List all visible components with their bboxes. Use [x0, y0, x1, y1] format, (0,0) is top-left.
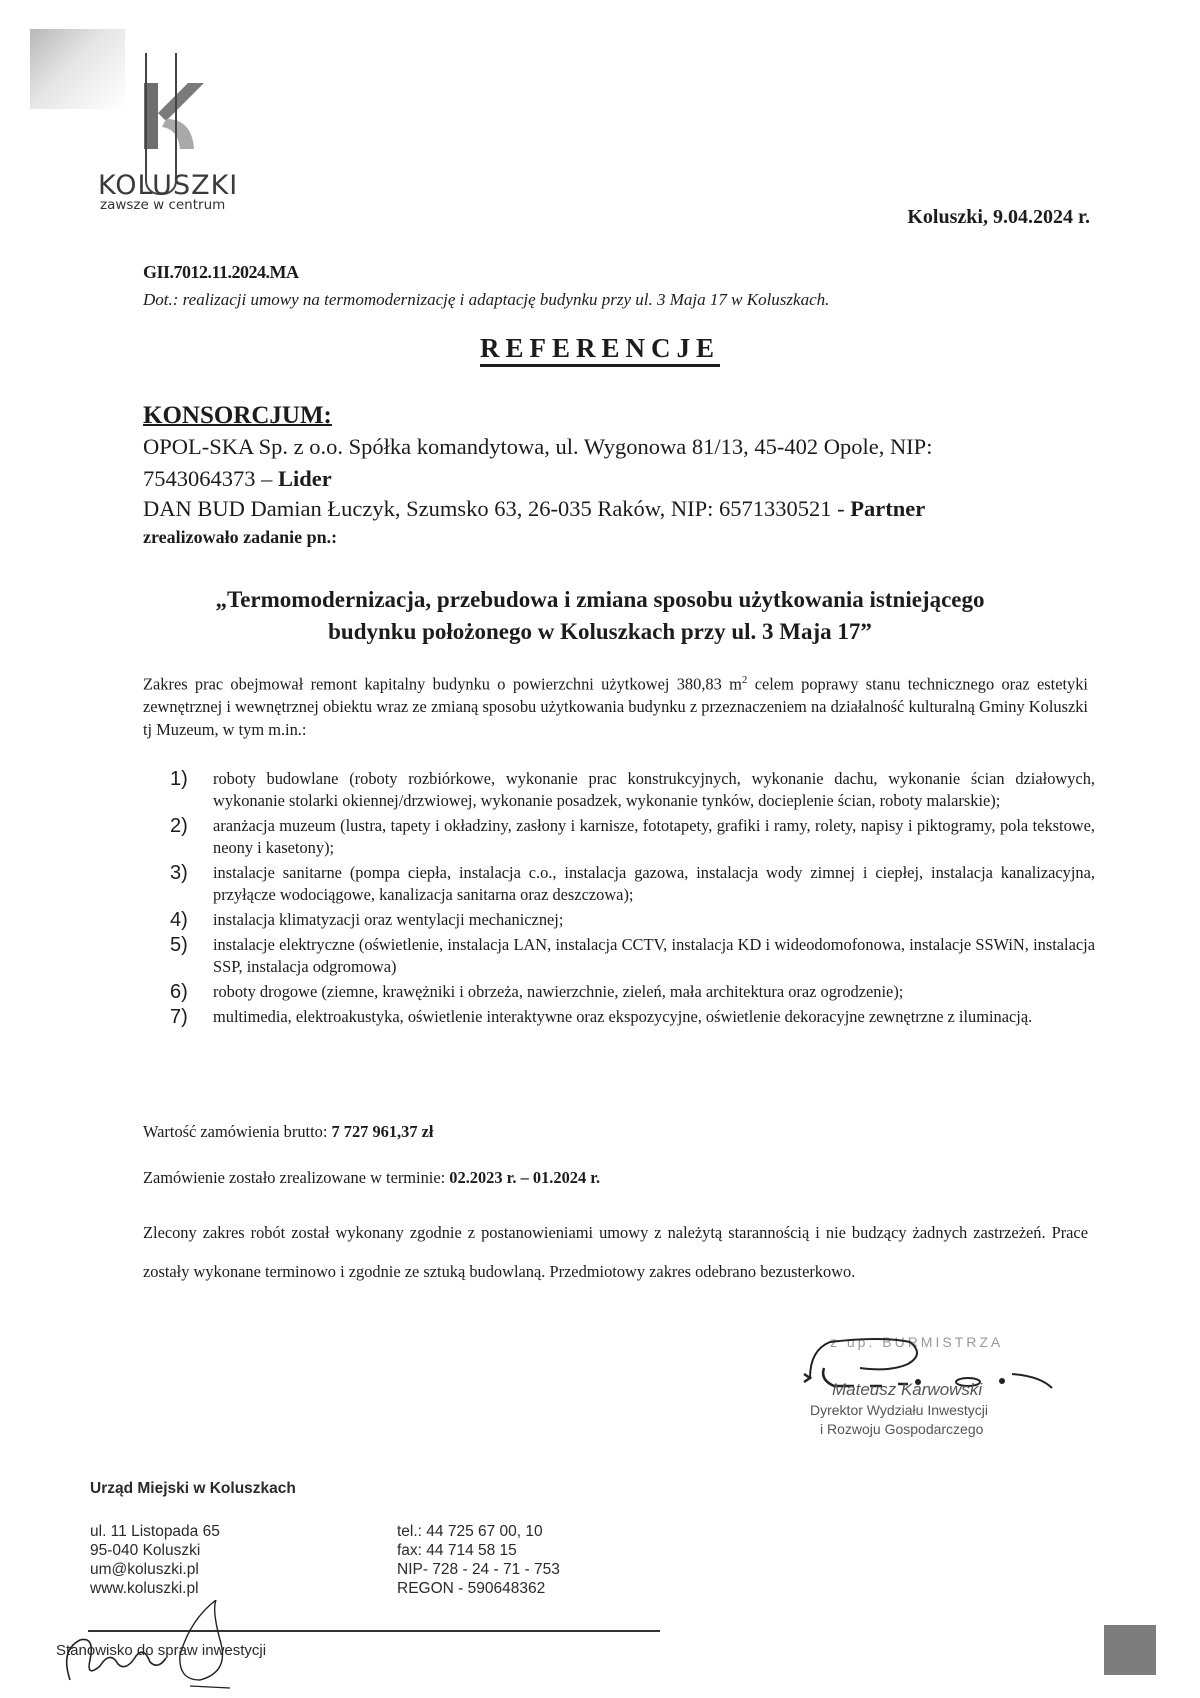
footer-regon: REGON - 590648362	[397, 1580, 546, 1597]
signatory-role-line2: i Rozwoju Gospodarczego	[820, 1421, 984, 1437]
partner-details: DAN BUD Damian Łuczyk, Szumsko 63, 26-035 Raków, NIP: 6571330521 -	[143, 496, 851, 521]
document-title-wrap	[0, 333, 1200, 364]
partner-role: Partner	[850, 496, 926, 521]
list-item-number: 7)	[170, 1006, 188, 1028]
signatory-role-line1: Dyrektor Wydziału Inwestycji	[810, 1402, 989, 1418]
consortium-leader-line	[143, 434, 932, 460]
order-term-line	[143, 1168, 600, 1188]
consortium-partner-line	[143, 496, 925, 522]
scope-list	[170, 768, 1095, 1031]
footer-website-link[interactable]: www.koluszki.pl	[90, 1580, 199, 1597]
place-date: Koluszki, 9.04.2024 r.	[907, 206, 1090, 228]
footer-postal: 95-040 Koluszki	[90, 1542, 201, 1559]
footer-contact	[397, 1522, 560, 1598]
order-value-line	[143, 1122, 433, 1142]
list-item-text: multimedia, elektroakustyka, oświetlenie interaktywne oraz ekspozycyjne, oświetlenie dekoracyjne zewnętrzne z iluminacją.	[213, 1007, 1033, 1026]
footer-position: Stanowisko do spraw inwestycji	[56, 1642, 267, 1659]
list-item-text: roboty drogowe (ziemne, krawężniki i obrzeża, nawierzchnie, zieleń, mała architektura oraz ogrodzenie);	[213, 982, 904, 1001]
document-title: REFERENCJE	[480, 333, 720, 367]
footer-email-link[interactable]: um@koluszki.pl	[90, 1561, 199, 1578]
scope-intro-sup: 2	[741, 674, 748, 686]
order-value: 7 727 961,37 zł	[331, 1122, 434, 1141]
scope-intro-text-cont: celem poprawy stanu technicznego oraz estetyki zewnętrznej i wewnętrznej obiektu wraz ze zmianą sposobu użytkowania budynku z przeznaczeniem na działalność kulturalną Gminy Koluszki tj Muzeum, w tym m.in.:	[143, 674, 1088, 740]
list-item	[170, 862, 1095, 906]
scope-intro-text: Zakres prac obejmował remont kapitalny budynku o powierzchni użytkowej 380,83 m	[143, 674, 742, 694]
footer-street: ul. 11 Listopada 65	[90, 1523, 220, 1540]
list-item-text: instalacje sanitarne (pompa ciepła, instalacja c.o., instalacja gazowa, instalacja wody zimnej i ciepłej, instalacja kanalizacyjna, przyłącze wodociągowe, kanalizacja sanitarna oraz deszczowa);	[213, 863, 1095, 904]
list-item-number: 1)	[170, 768, 188, 790]
order-term: 02.2023 r. – 01.2024 r.	[449, 1168, 601, 1187]
completed-label: zrealizowało zadanie pn.:	[143, 527, 338, 547]
closing-paragraph: Zlecony zakres robót został wykonany zgodnie z postanowieniami umowy z należytą starannością i nie budzący żadnych zastrzeżeń. Prace zostały wykonane terminowo i zgodnie ze sztuką budowlaną. Przedmiotowy zakres odebrano bezusterkowo.	[143, 1223, 1088, 1281]
list-item-text: aranżacja muzeum (lustra, tapety i okładziny, zasłony i karnisze, fototapety, grafiki i ramy, rolety, napisy i piktogramy, pola tekstowe, neony i kasetony);	[213, 816, 1095, 857]
list-item-text: roboty budowlane (roboty rozbiórkowe, wykonanie prac konstrukcyjnych, wykonanie dachu, wykonanie ścian działowych, wykonanie stolarki okiennej/drzwiowej, wykonanie posadzek, wykonanie tynków, docieplenie ścian, roboty malarskie);	[213, 769, 1095, 810]
scan-shadow	[30, 29, 125, 109]
consortium-leader-nip-line	[143, 466, 332, 492]
koluszki-logo	[30, 25, 260, 213]
leader-details: OPOL-SKA Sp. z o.o. Spółka komandytowa, ul. Wygonowa 81/13, 45-402 Opole, NIP:	[143, 434, 933, 459]
task-title-line2: budynku położonego w Koluszkach przy ul. 3 Maja 17”	[328, 619, 872, 644]
list-item	[170, 934, 1095, 978]
leader-nip: 7543064373 –	[143, 466, 278, 491]
footer-phone: tel.: 44 725 67 00, 10	[397, 1523, 543, 1540]
subject-line: Dot.: realizacji umowy na termomodernizację i adaptację budynku przy ul. 3 Maja 17 w Koluszkach.	[143, 290, 830, 309]
list-item	[170, 981, 1095, 1003]
list-item-text: instalacje elektryczne (oświetlenie, instalacja LAN, instalacja CCTV, instalacja KD i wideodomofonowa, instalacje SSWiN, instalacja SSP, instalacja odgromowa)	[213, 935, 1095, 976]
task-title	[0, 584, 1200, 648]
logo-tagline: zawsze w centrum	[100, 197, 226, 213]
list-item	[170, 768, 1095, 812]
signatory-name: Mateusz Karwowski	[832, 1380, 983, 1399]
order-term-label: Zamówienie zostało zrealizowane w terminie:	[143, 1168, 450, 1187]
list-item-number: 4)	[170, 909, 188, 931]
stamp-header: z up. BURMISTRZA	[830, 1334, 1004, 1350]
signature-block	[790, 1328, 1070, 1448]
list-item	[170, 909, 1095, 931]
initials-signature-icon	[40, 1600, 260, 1695]
list-item-number: 3)	[170, 862, 188, 884]
leader-role: Lider	[278, 466, 332, 491]
list-item	[170, 1006, 1095, 1028]
footer-fax: fax: 44 714 58 15	[397, 1542, 517, 1559]
footer-nip: NIP- 728 - 24 - 71 - 753	[397, 1561, 560, 1578]
consortium-heading: KONSORCJUM:	[143, 402, 332, 429]
footer-office-name: Urząd Miejski w Koluszkach	[90, 1480, 296, 1497]
list-item-number: 6)	[170, 981, 188, 1003]
task-title-line1: „Termomodernizacja, przebudowa i zmiana sposobu użytkowania istniejącego	[215, 587, 985, 612]
logo-name: KOLUSZKI	[98, 170, 239, 201]
scope-intro	[143, 669, 1088, 741]
reference-number: GII.7012.11.2024.MA	[143, 262, 299, 282]
list-item	[170, 815, 1095, 859]
list-item-text: instalacja klimatyzacji oraz wentylacji mechanicznej;	[213, 910, 564, 929]
list-item-number: 2)	[170, 815, 188, 837]
list-item-number: 5)	[170, 934, 188, 956]
order-value-label: Wartość zamówienia brutto:	[143, 1122, 332, 1141]
footer-address	[90, 1522, 220, 1598]
scan-artifact	[1104, 1625, 1156, 1675]
